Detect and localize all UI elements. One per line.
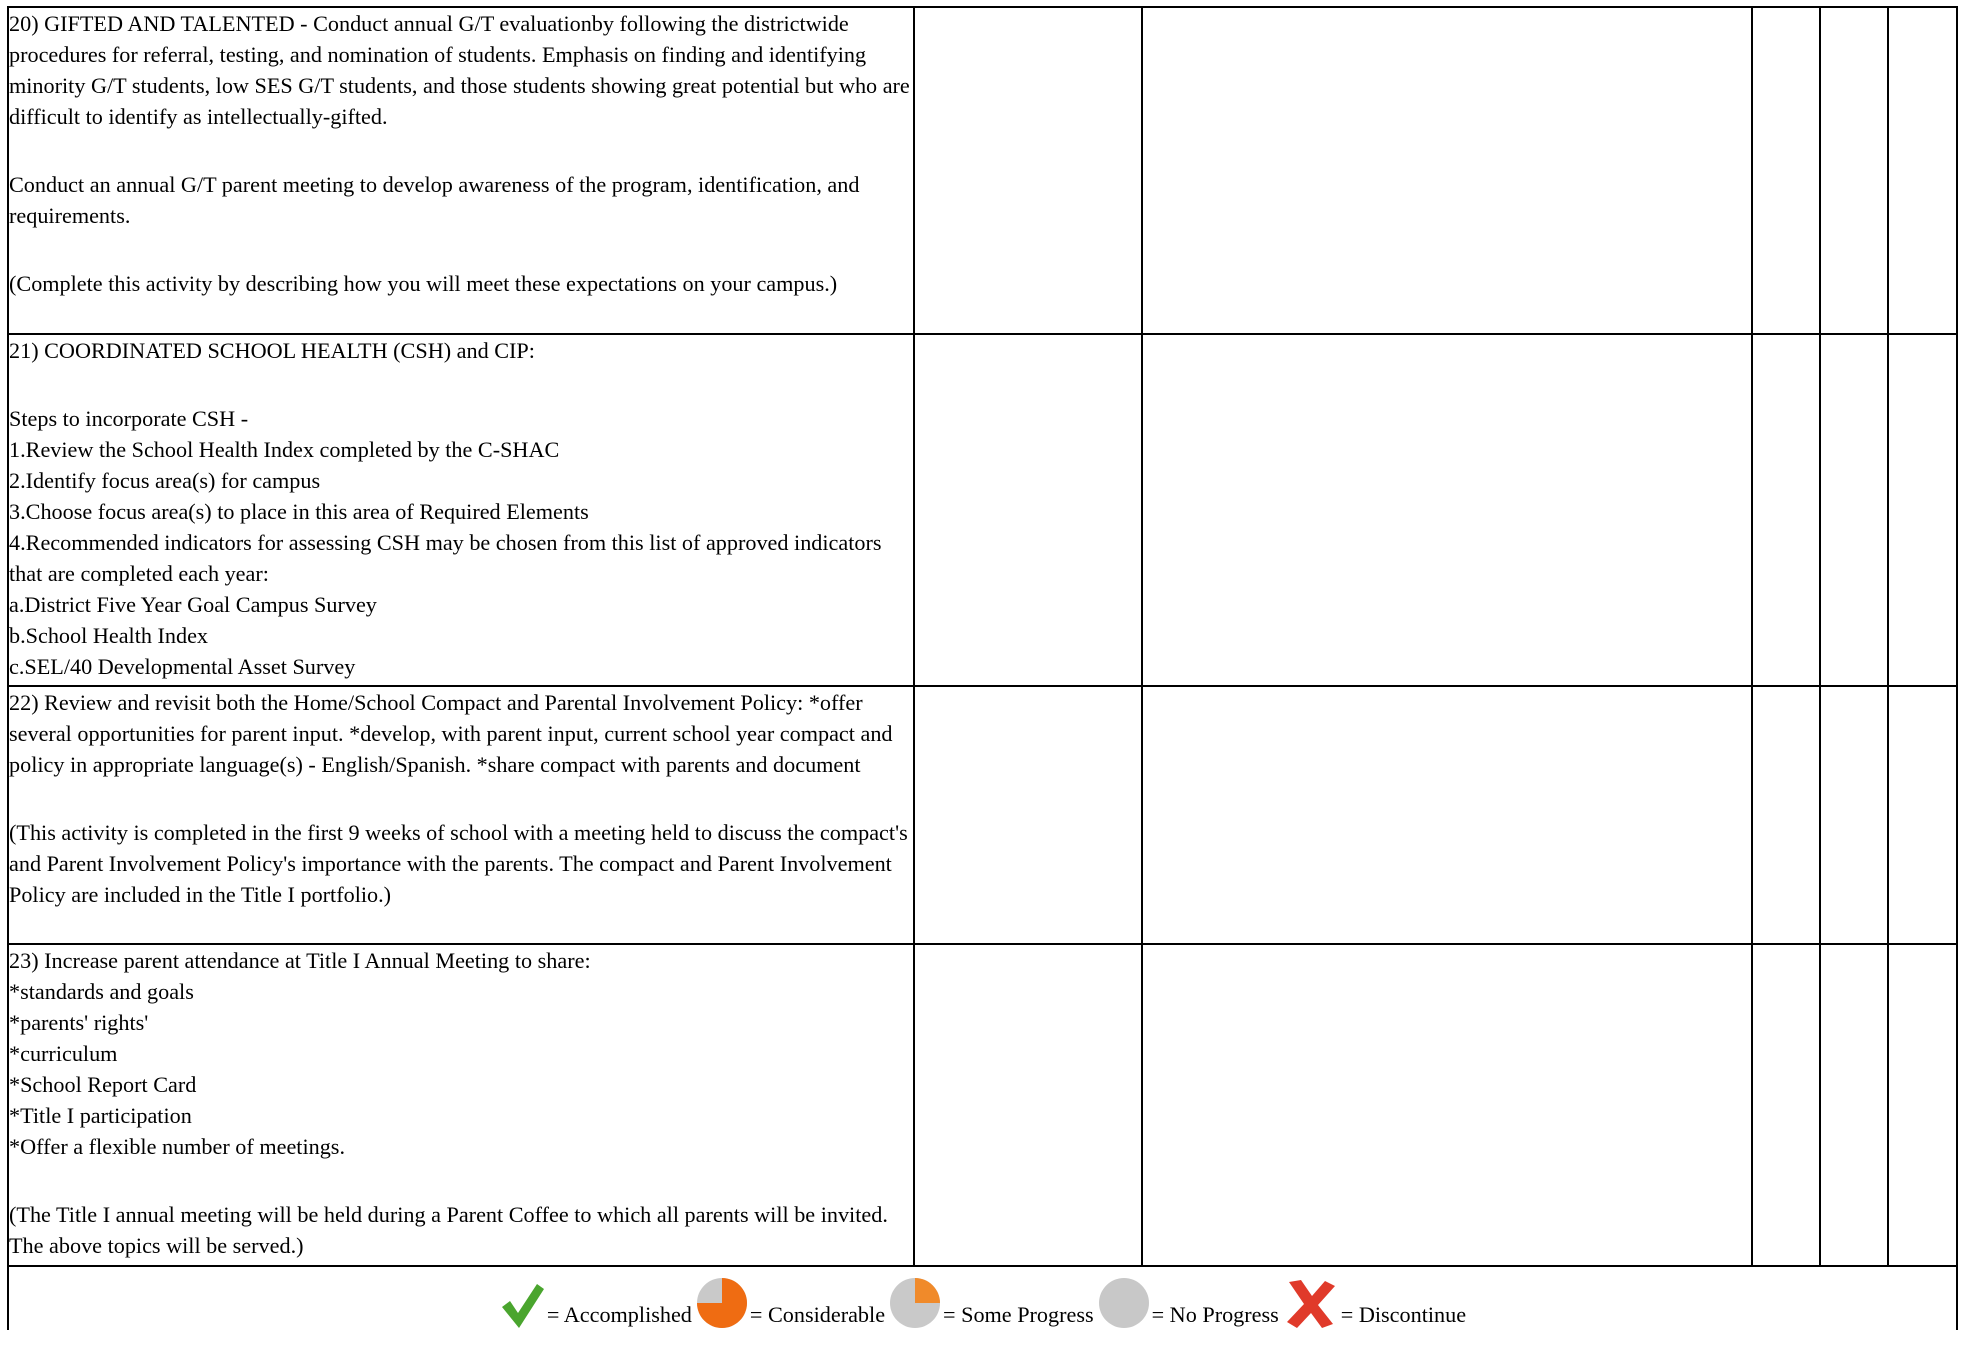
pie-quarter-icon <box>889 1272 941 1330</box>
activity-description <box>8 686 914 944</box>
table-row <box>8 686 1957 944</box>
legend-item-some-progress: = Some Progress <box>889 1272 1094 1330</box>
paragraph: Conduct an annual G/T parent meeting to develop awareness of the program, identification, and requirements. <box>9 172 860 228</box>
empty-cell <box>914 7 1142 334</box>
legend-item-accomplished: = Accomplished <box>499 1280 692 1330</box>
activity-description <box>8 334 914 686</box>
legend-item-no-progress: = No Progress <box>1098 1272 1279 1330</box>
empty-cell <box>1752 334 1820 686</box>
empty-cell <box>1142 7 1752 334</box>
legend-cell <box>8 1266 1957 1330</box>
paragraph: 20) GIFTED AND TALENTED - Conduct annual G/T evaluationby following the districtwide procedures for referral, testing, and nomination of students. Emphasis on finding and identifying minority G/T students, low SES G/T students, and those students showing great potential but who are difficult to identify as intellectually-gifted. <box>9 11 910 129</box>
empty-cell <box>1888 334 1957 686</box>
empty-cell <box>1820 944 1888 1266</box>
table-row <box>8 334 1957 686</box>
campus-plan-table <box>7 6 1958 1330</box>
empty-cell <box>1820 334 1888 686</box>
paragraph: (The Title I annual meeting will be held during a Parent Coffee to which all parents will be invited. The above topics will be served.) <box>9 1202 888 1258</box>
gray-circle-icon <box>1098 1272 1150 1330</box>
paragraph: 21) COORDINATED SCHOOL HEALTH (CSH) and CIP: <box>9 338 535 363</box>
empty-cell <box>1142 944 1752 1266</box>
legend-item-discontinue: = Discontinue <box>1283 1278 1466 1330</box>
empty-cell <box>1752 7 1820 334</box>
empty-cell <box>1820 7 1888 334</box>
empty-cell <box>1888 7 1957 334</box>
empty-cell <box>1888 944 1957 1266</box>
red-x-icon <box>1283 1278 1339 1330</box>
activity-description <box>8 7 914 334</box>
paragraph: 23) Increase parent attendance at Title I Annual Meeting to share: *standards and goals *parents' rights' *curriculum *School Report Card *Title I participation *Offer a flexible number of meetings. <box>9 948 591 1159</box>
progress-legend <box>9 1267 1956 1330</box>
empty-cell <box>914 334 1142 686</box>
paragraph: (This activity is completed in the first 9 weeks of school with a meeting held to discuss the compact's and Parent Involvement Policy's importance with the parents. The compact and Parent Involvement Policy are included in the Title I portfolio.) <box>9 820 908 907</box>
empty-cell <box>1820 686 1888 944</box>
checkmark-icon <box>499 1280 545 1330</box>
table-row <box>8 7 1957 334</box>
legend-row <box>8 1266 1957 1330</box>
paragraph: Steps to incorporate CSH - 1.Review the School Health Index completed by the C-SHAC 2.Identify focus area(s) for campus 3.Choose focus area(s) to place in this area of Required Elements 4.Recommended indicators for assessing CSH may be chosen from this list of approved indicators that are completed each year: a.District Five Year Goal Campus Survey b.School Health Index c.SEL/40 Developmental Asset Survey <box>9 406 882 679</box>
paragraph: (Complete this activity by describing how you will meet these expectations on your campus.) <box>9 271 838 296</box>
empty-cell <box>1142 686 1752 944</box>
activity-description <box>8 944 914 1266</box>
empty-cell <box>914 686 1142 944</box>
empty-cell <box>914 944 1142 1266</box>
paragraph: 22) Review and revisit both the Home/School Compact and Parental Involvement Policy: *offer several opportunities for parent input. *develop, with parent input, current school year compact and policy in appropriate language(s) - English/Spanish. *share compact with parents and document <box>9 690 893 777</box>
legend-item-considerable: = Considerable <box>696 1272 885 1330</box>
empty-cell <box>1142 334 1752 686</box>
pie-three-quarter-icon <box>696 1272 748 1330</box>
empty-cell <box>1752 944 1820 1266</box>
empty-cell <box>1752 686 1820 944</box>
empty-cell <box>1888 686 1957 944</box>
table-row <box>8 944 1957 1266</box>
